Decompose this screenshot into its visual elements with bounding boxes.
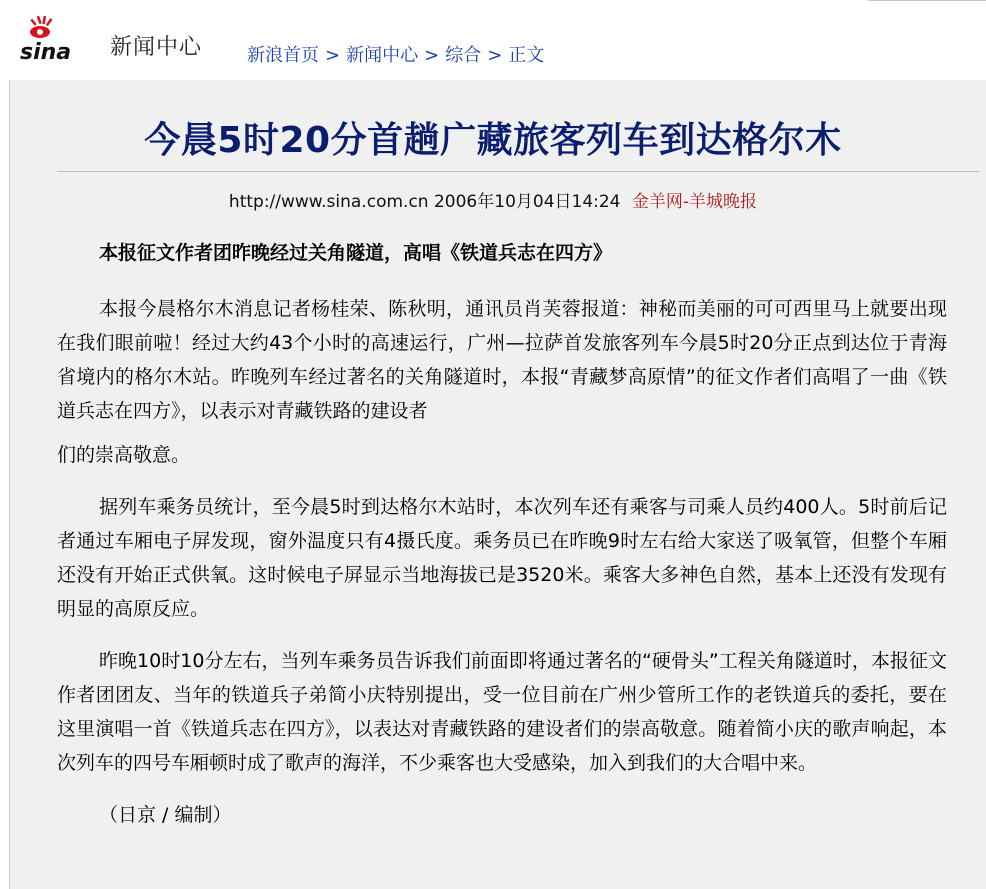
article-paragraph: 本报今晨格尔木消息记者杨桂荣、陈秋明，通讯员肖芙蓉报道：神秘而美丽的可可西里马上就要出现在我们眼前啦！经过大约43个小时的高速运行，广州—拉萨首发旅客列车今晨5时20分正点到达位于青海省境内的格尔木站。昨晚列车经过著名的关角隧道时，本报“青藏梦高原情”的征文作者们高唱了一曲《铁道兵志在四方》，以表示对青藏铁路的建设者 bbox=[57, 298, 947, 422]
article-paragraph: 据列车乘务员统计，至今晨5时到达格尔木站时，本次列车还有乘客与司乘人员约400人。5时前后记者通过车厢电子屏发现，窗外温度只有4摄氏度。乘务员已在昨晚9时左右给大家送了吸氧管，但整个车厢还没有开始正式供氧。这时候电子屏显示当地海拔已是3520米。乘客大多神色自然，基本上还没有发现有明显的高原反应。 bbox=[57, 496, 947, 620]
breadcrumb bbox=[247, 41, 544, 67]
breadcrumb-separator: > bbox=[424, 45, 440, 66]
site-name: 新闻中心 bbox=[110, 35, 203, 60]
header-divider bbox=[868, 0, 986, 1]
article-title: 今晨5时20分首趟广藏旅客列车到达格尔木 bbox=[144, 120, 842, 161]
breadcrumb-general-link[interactable]: 综合 bbox=[445, 45, 482, 66]
breadcrumb-current-link[interactable]: 正文 bbox=[508, 45, 545, 66]
breadcrumb-home-link[interactable]: 新浪首页 bbox=[247, 45, 319, 66]
article-source-link[interactable]: 金羊网-羊城晚报 bbox=[631, 192, 758, 212]
title-divider bbox=[57, 171, 979, 172]
article-body bbox=[57, 236, 947, 832]
article-url: http://www.sina.com.cn bbox=[228, 192, 429, 212]
article-meta bbox=[0, 187, 986, 212]
sina-eye-logo-icon bbox=[18, 14, 90, 70]
breadcrumb-separator: > bbox=[325, 45, 341, 66]
article-lead: 本报征文作者团昨晚经过关角隧道，高唱《铁道兵志在四方》 bbox=[99, 242, 613, 264]
article-byline: （日京 / 编制） bbox=[99, 804, 232, 826]
article-datetime: 2006年10月04日14:24 bbox=[433, 192, 621, 212]
breadcrumb-news-center-link[interactable]: 新闻中心 bbox=[346, 45, 419, 66]
site-header bbox=[0, 0, 986, 80]
breadcrumb-separator: > bbox=[487, 45, 503, 66]
sina-logo[interactable] bbox=[18, 14, 90, 70]
logo-text: sina bbox=[20, 40, 72, 65]
article-paragraph: 昨晚10时10分左右，当列车乘务员告诉我们前面即将通过著名的“硬骨头”工程关角隧道时，本报征文作者团团友、当年的铁道兵子弟简小庆特别提出，受一位目前在广州少管所工作的老铁道兵的委托，要在这里演唱一首《铁道兵志在四方》，以表达对青藏铁路的建设者们的崇高敬意。随着简小庆的歌声响起，本次列车的四号车厢顿时成了歌声的海洋，不少乘客也大受感染，加入到我们的大合唱中来。 bbox=[57, 650, 947, 774]
article-paragraph: 们的崇高敬意。 bbox=[57, 444, 191, 466]
